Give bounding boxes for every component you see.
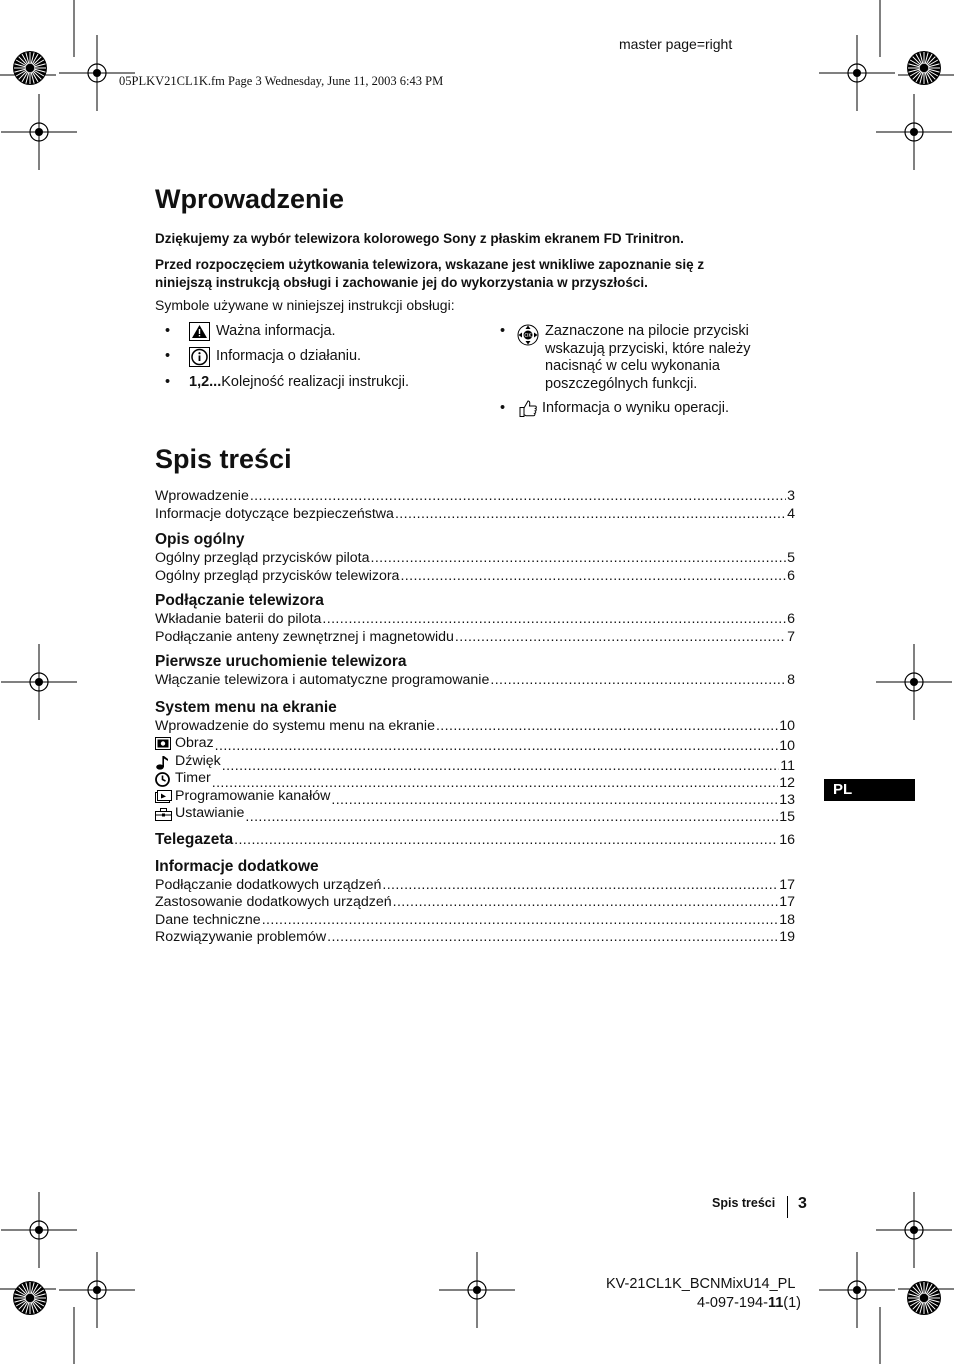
channel-icon — [155, 790, 169, 803]
toc-entry-page: 19 — [779, 929, 795, 945]
toc-section-heading: Podłączanie telewizora — [155, 592, 324, 609]
step-numbers: 1,2... — [189, 374, 222, 390]
warning-icon — [189, 322, 210, 346]
toc-entry-label: Wkładanie baterii do pilota — [155, 611, 322, 627]
toc-title: Spis treści — [155, 444, 292, 474]
symbol-text: Ważna informacja. — [216, 323, 336, 339]
symbol-text-line: Zaznaczone na pilocie przyciski — [545, 323, 749, 339]
toc-entry[interactable] — [155, 672, 795, 690]
picture-icon — [155, 737, 169, 750]
toc-entry-page: 10 — [779, 738, 795, 755]
toc-entry-page: 8 — [787, 672, 795, 688]
toc-entry-label: Ogólny przegląd przycisków pilota — [155, 550, 370, 566]
toc-entry-label: Podłączanie dodatkowych urządzeń — [155, 876, 382, 893]
toc-entry-label: Programowanie kanałów — [175, 787, 331, 804]
symbol-text: Informacja o wyniku operacji. — [542, 400, 729, 416]
toc-entry[interactable] — [155, 506, 795, 524]
toc-entry-page: 17 — [779, 876, 795, 893]
toc-entry-label: Wprowadzenie do systemu menu na ekranie — [155, 717, 435, 734]
toc-entry-label: Zastosowanie dodatkowych urządzeń — [155, 894, 392, 910]
part-number — [697, 1295, 801, 1311]
toc-section-heading: Opis ogólny — [155, 531, 245, 548]
file-info: 05PLKV21CL1K.fm Page 3 Wednesday, June 11, 2003 6:43 PM — [119, 74, 444, 88]
toc-entry-page: 18 — [779, 911, 795, 928]
toc-entry-page: 7 — [787, 628, 795, 645]
toc-entry-page: 10 — [779, 717, 795, 734]
part-bold: 11 — [767, 1295, 784, 1311]
toc-section-heading: Informacje dodatkowe — [155, 857, 319, 875]
toc-entry[interactable] — [155, 629, 795, 647]
toc-entry[interactable] — [155, 550, 795, 568]
before-use-line-2: niniejszą instrukcją obsługi i zachowanie jej do wykorzystania w przyszłości. — [155, 275, 648, 290]
toc-entry[interactable] — [155, 912, 795, 930]
toc-entry[interactable] — [155, 735, 795, 753]
symbol-text-line: wskazują przyciski, które należy — [545, 340, 751, 357]
music-note-icon — [155, 755, 169, 768]
page-number: 3 — [798, 1195, 807, 1212]
symbol-item: • 1,2... Kolejność realizacji instrukcji. — [165, 374, 410, 390]
remote-buttons-icon — [515, 324, 541, 352]
toc-entry-page: 11 — [780, 757, 795, 774]
table-of-contents — [155, 488, 795, 947]
symbol-item: • OK Zaznaczone na pilocie przyciski wskazują przyciski, które należy nacisnąć w celu wykonania poszczególnych funkcji. — [500, 323, 751, 392]
toc-entry-page: 13 — [779, 791, 795, 808]
toc-entry[interactable] — [155, 718, 795, 736]
toc-entry-label: Ustawianie — [175, 805, 245, 821]
symbols-intro: Symbole używane w niniejszej instrukcji obsługi: — [155, 297, 455, 313]
toc-entry-page: 6 — [787, 611, 795, 627]
master-page-label: master page=right — [619, 36, 733, 52]
symbol-text: Kolejność realizacji instrukcji. — [221, 374, 410, 390]
toc-entry-label: Wprowadzenie — [155, 488, 249, 504]
toc-entry-label: Obraz — [175, 735, 214, 751]
toc-entry-page: 16 — [779, 831, 795, 848]
toolbox-icon — [155, 807, 169, 820]
symbol-text-line: nacisnąć w celu wykonania — [545, 358, 720, 374]
part-suffix: (1) — [783, 1295, 802, 1311]
toc-entry-label: Informacje dotyczące bezpieczeństwa — [155, 505, 394, 522]
toc-entry-page: 5 — [787, 550, 795, 566]
toc-entry[interactable] — [155, 877, 795, 895]
before-use-line-1: Przed rozpoczęciem użytkowania telewizora, wskazane jest wnikliwe zapoznanie się z — [155, 257, 705, 272]
toc-entry-page: 4 — [787, 505, 795, 522]
toc-section-heading: Pierwsze uruchomienie telewizora — [155, 653, 407, 670]
toc-entry[interactable] — [155, 568, 795, 586]
toc-entry-page: 12 — [779, 775, 795, 792]
toc-entry-page: 6 — [787, 567, 795, 584]
toc-entry-teletext[interactable] — [155, 830, 795, 850]
toc-entry-label: Timer — [175, 770, 211, 786]
toc-entry[interactable] — [155, 929, 795, 947]
toc-entry-label: Rozwiązywanie problemów — [155, 929, 327, 945]
symbol-text: Informacja o działaniu. — [216, 348, 362, 364]
model-code: KV-21CL1K_BCNMixU14_PL — [606, 1276, 796, 1292]
toc-entry-page: 17 — [779, 894, 795, 910]
svg-text:OK: OK — [524, 333, 532, 339]
info-icon — [189, 347, 210, 372]
footer-section: Spis treści — [712, 1196, 776, 1210]
toc-entry-page: 3 — [787, 488, 795, 504]
thanks-text: Dziękujemy za wybór telewizora kolorowego Sony z płaskim ekranem FD Trinitron. — [155, 231, 684, 246]
toc-entry-label: Włączanie telewizora i automatyczne programowanie — [155, 672, 490, 688]
toc-entry[interactable] — [155, 488, 795, 506]
symbol-item: • Ważna informacja. — [165, 322, 336, 346]
toc-entry[interactable] — [155, 611, 795, 629]
toc-entry-label: Dane techniczne — [155, 911, 261, 928]
toc-entry-label: Dźwięk — [175, 752, 221, 769]
part-prefix: 4-097-194- — [697, 1295, 768, 1311]
toc-entry-label: Telegazeta — [155, 830, 234, 848]
toc-entry-label: Ogólny przegląd przycisków telewizora — [155, 567, 400, 584]
thumbs-up-icon — [518, 399, 538, 424]
toc-entry-page: 15 — [779, 809, 795, 826]
toc-entry-label: Podłączanie anteny zewnętrznej i magnetowidu — [155, 628, 454, 645]
symbol-text-line: poszczególnych funkcji. — [545, 375, 698, 392]
toc-section-heading: System menu na ekranie — [155, 698, 337, 716]
symbol-item: • Informacja o wyniku operacji. — [500, 399, 729, 424]
intro-title: Wprowadzenie — [155, 184, 345, 214]
footer-divider — [787, 1196, 788, 1218]
toc-entry[interactable] — [155, 894, 795, 912]
symbol-item: • Informacja o działaniu. — [165, 347, 361, 372]
clock-icon — [155, 772, 169, 785]
language-tab: PL — [824, 779, 915, 801]
